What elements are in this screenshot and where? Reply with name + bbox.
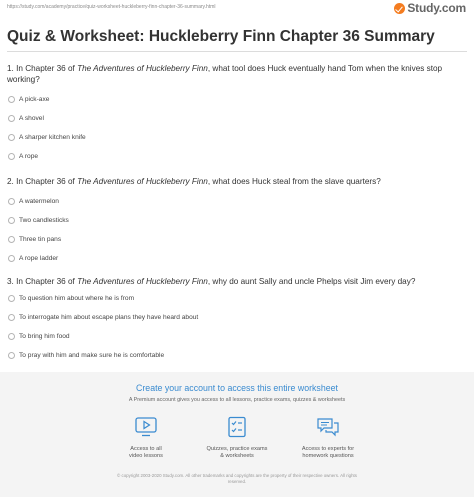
radio-icon[interactable]	[8, 295, 15, 302]
top-bar	[0, 0, 474, 16]
feature-video-label-1: Access to all	[130, 446, 162, 452]
feature-quizzes-label-2: & worksheets	[220, 453, 254, 459]
title-divider	[7, 51, 467, 52]
answer-option[interactable]	[8, 113, 44, 123]
premium-cta	[0, 372, 474, 497]
answer-option[interactable]	[8, 132, 86, 142]
question-2-suffix: , what does Huck steal from the slave quarters?	[207, 177, 381, 186]
feature-video-lessons	[101, 416, 191, 460]
radio-icon[interactable]	[8, 333, 15, 340]
question-3-suffix: , why do aunt Sally and uncle Phelps visit Jim every day?	[207, 277, 416, 286]
answer-label: A rope	[19, 152, 39, 160]
copyright-line-1: © copyright 2003-2020 Study.com. All other trademarks and copyrights are the property of their respective owners. All rights	[117, 473, 357, 478]
expert-chat-icon	[316, 416, 340, 438]
radio-icon[interactable]	[8, 96, 15, 103]
copyright-notice	[0, 473, 474, 485]
question-1-book: The Adventures of Huckleberry Finn	[77, 64, 208, 73]
answer-label: To bring him food	[19, 332, 70, 340]
answer-label: To pray with him and make sure he is comfortable	[19, 351, 165, 359]
question-2	[7, 176, 467, 187]
answer-label: To question him about where he is from	[19, 294, 135, 302]
question-1-prefix: 1. In Chapter 36 of	[7, 64, 78, 73]
question-1	[7, 63, 467, 85]
answer-label: A shovel	[19, 114, 44, 122]
answer-label: Three tin pans	[19, 235, 62, 243]
question-1-suffix: , what tool does Huck eventually hand Tom when the knives stop working?	[7, 64, 443, 84]
answer-option[interactable]	[8, 312, 198, 322]
radio-icon[interactable]	[8, 236, 15, 243]
feature-experts	[283, 416, 373, 460]
answer-label: A pick-axe	[19, 95, 50, 103]
radio-icon[interactable]	[8, 153, 15, 160]
question-2-book: The Adventures of Huckleberry Finn	[77, 177, 208, 186]
answer-option[interactable]	[8, 196, 59, 206]
question-3-book: The Adventures of Huckleberry Finn	[77, 277, 208, 286]
feature-quizzes-label-1: Quizzes, practice exams	[206, 446, 268, 452]
feature-experts-label-1: Access to experts for	[301, 446, 355, 452]
answer-label: To interrogate him about escape plans they have heard about	[19, 313, 199, 321]
answer-label: Two candlesticks	[19, 216, 69, 224]
radio-icon[interactable]	[8, 217, 15, 224]
answer-option[interactable]	[8, 253, 58, 263]
answer-option[interactable]	[8, 215, 69, 225]
quiz-icon	[225, 416, 249, 438]
answer-option[interactable]	[8, 234, 61, 244]
radio-icon[interactable]	[8, 115, 15, 122]
answer-label: A sharper kitchen knife	[19, 133, 86, 141]
feature-experts-label-2: homework questions	[302, 453, 354, 459]
cta-title[interactable]: Create your account to access this entire worksheet	[136, 383, 338, 393]
answer-option[interactable]	[8, 293, 134, 303]
page-title: Quiz & Worksheet: Huckleberry Finn Chapter 36 Summary	[7, 28, 435, 45]
radio-icon[interactable]	[8, 255, 15, 262]
page-url: https://study.com/academy/practice/quiz-worksheet-huckleberry-finn-chapter-36-summary.html	[7, 4, 216, 10]
answer-label: A watermelon	[19, 197, 59, 205]
radio-icon[interactable]	[8, 134, 15, 141]
feature-quizzes	[192, 416, 282, 460]
study-logo[interactable]	[394, 1, 466, 15]
answer-option[interactable]	[8, 350, 164, 360]
logo-text: Study.com	[407, 1, 466, 15]
radio-icon[interactable]	[8, 352, 15, 359]
question-3	[7, 276, 467, 287]
radio-icon[interactable]	[8, 314, 15, 321]
radio-icon[interactable]	[8, 198, 15, 205]
question-3-prefix: 3. In Chapter 36 of	[7, 277, 78, 286]
checkmark-logo-icon	[394, 3, 405, 14]
answer-option[interactable]	[8, 94, 49, 104]
answer-option[interactable]	[8, 151, 38, 161]
video-lesson-icon	[134, 416, 158, 438]
copyright-line-2: reserved.	[227, 479, 247, 484]
answer-option[interactable]	[8, 331, 70, 341]
answer-label: A rope ladder	[19, 254, 59, 262]
feature-video-label-2: video lessons	[129, 453, 163, 459]
question-2-prefix: 2. In Chapter 36 of	[7, 177, 78, 186]
cta-subtitle: A Premium account gives you access to all lessons, practice exams, quizzes & worksheets	[128, 397, 346, 403]
